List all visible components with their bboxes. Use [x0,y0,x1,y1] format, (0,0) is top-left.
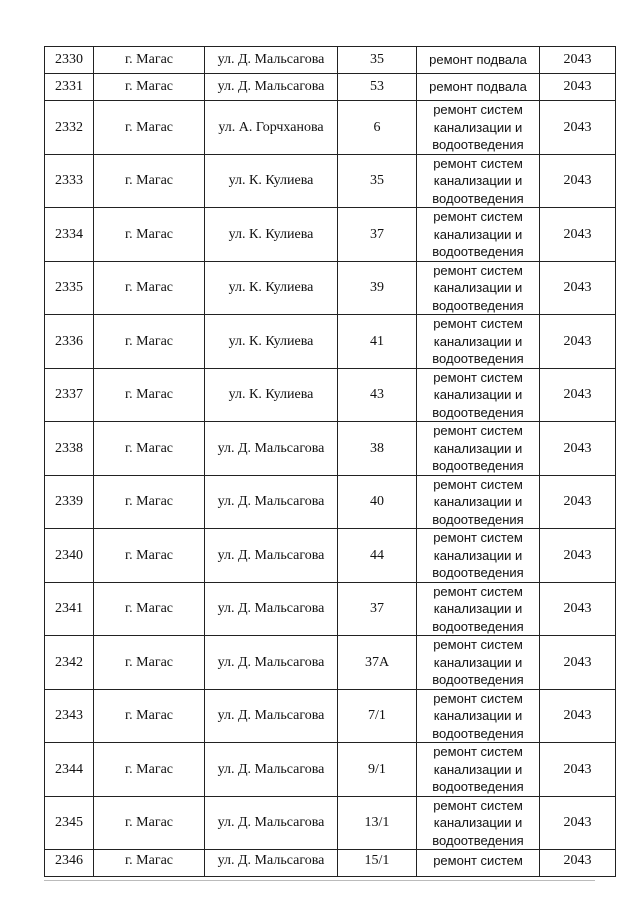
work-type-line: водоотведения [432,725,524,741]
work-type-line: канализации и [433,761,523,777]
street-cell: ул. Д. Мальсагова [205,743,338,797]
city-cell: г. Магас [94,850,205,877]
table-row [45,529,616,583]
year-cell: 2043 [540,636,616,690]
table-row [45,422,616,476]
house-number-cell: 37 [338,208,417,262]
work-type-line: водоотведения [432,458,524,473]
work-type-cell [417,850,540,877]
work-type-line: водоотведения [432,351,524,366]
work-type-line: ремонт систем [433,637,523,652]
year-cell: 2043 [540,475,616,529]
house-number-cell: 41 [338,315,417,369]
work-type-line: канализации и [433,708,523,723]
work-type-line: водоотведения [432,779,524,794]
work-type-line: водоотведения [432,832,524,848]
house-number-cell: 9/1 [338,743,417,797]
year-cell: 2043 [540,422,616,476]
work-type-cell [417,689,540,743]
house-number-cell: 37 [338,582,417,636]
work-type-cell [417,154,540,208]
street-cell: ул. Д. Мальсагова [205,422,338,476]
street-cell: ул. Д. Мальсагова [205,689,338,743]
city-cell: г. Магас [94,529,205,583]
table-row [45,689,616,743]
work-type-line: ремонт систем [433,369,523,385]
work-type-line: ремонт систем [433,262,523,278]
table-row [45,208,616,262]
street-cell: ул. Д. Мальсагова [205,582,338,636]
table-row [45,47,616,74]
city-cell: г. Магас [94,796,205,850]
row-number-cell: 2330 [45,47,94,74]
row-number-cell: 2341 [45,582,94,636]
city-cell: г. Магас [94,743,205,797]
house-number-cell: 43 [338,368,417,422]
table-row [45,582,616,636]
city-cell: г. Магас [94,315,205,369]
street-cell: ул. К. Кулиева [205,261,338,315]
row-number-cell: 2346 [45,850,94,877]
house-number-cell: 37А [338,636,417,690]
table-row [45,261,616,315]
work-type-line: канализации и [433,494,523,509]
work-type-line: ремонт систем [433,583,523,599]
work-type-cell [417,101,540,155]
work-type-cell [417,315,540,369]
city-cell: г. Магас [94,47,205,74]
city-cell: г. Магас [94,368,205,422]
street-cell: ул. Д. Мальсагова [205,475,338,529]
work-type-line: водоотведения [432,404,524,420]
row-number-cell: 2340 [45,529,94,583]
year-cell: 2043 [540,101,616,155]
house-number-cell: 44 [338,529,417,583]
work-type-line: водоотведения [432,190,524,206]
table-row [45,850,616,877]
work-type-cell [417,208,540,262]
house-number-cell: 7/1 [338,689,417,743]
street-cell: ул. К. Кулиева [205,368,338,422]
house-number-cell: 40 [338,475,417,529]
work-type-line: ремонт систем [433,530,523,545]
table-row [45,101,616,155]
house-number-cell: 35 [338,47,417,74]
row-number-cell: 2337 [45,368,94,422]
work-type-line: ремонт систем [433,316,523,331]
work-type-line: канализации и [433,119,523,135]
house-number-cell: 35 [338,154,417,208]
work-type-line: водоотведения [432,565,524,580]
work-type-line: ремонт систем [433,690,523,706]
work-type-cell [417,261,540,315]
street-cell: ул. А. Горчханова [205,101,338,155]
work-type-line: канализации и [433,547,523,563]
work-type-cell [417,743,540,797]
work-type-line: ремонт систем [433,102,523,117]
street-cell: ул. Д. Мальсагова [205,74,338,101]
table-row [45,368,616,422]
house-number-cell: 38 [338,422,417,476]
work-type-line: ремонт систем [433,744,523,759]
work-type-cell [417,422,540,476]
city-cell: г. Магас [94,582,205,636]
table-row [45,743,616,797]
city-cell: г. Магас [94,154,205,208]
work-type-line: канализации и [433,387,523,402]
table-row [45,636,616,690]
table-row [45,74,616,101]
work-type-line: ремонт систем [433,797,523,813]
work-type-line: водоотведения [432,618,524,634]
row-number-cell: 2339 [45,475,94,529]
work-type-line: водоотведения [432,511,524,527]
city-cell: г. Магас [94,422,205,476]
row-number-cell: 2334 [45,208,94,262]
street-cell: ул. Д. Мальсагова [205,47,338,74]
work-type-cell [417,796,540,850]
row-number-cell: 2344 [45,743,94,797]
year-cell: 2043 [540,154,616,208]
city-cell: г. Магас [94,74,205,101]
work-type-line: канализации и [433,280,523,295]
work-type-line: ремонт подвала [429,79,527,95]
year-cell: 2043 [540,208,616,262]
page-bottom-divider [44,880,595,881]
row-number-cell: 2333 [45,154,94,208]
year-cell: 2043 [540,368,616,422]
work-type-cell [417,74,540,101]
work-type-line: канализации и [433,333,523,349]
work-type-line: канализации и [433,173,523,188]
row-number-cell: 2343 [45,689,94,743]
row-number-cell: 2342 [45,636,94,690]
city-cell: г. Магас [94,689,205,743]
repair-schedule-table [44,46,616,877]
year-cell: 2043 [540,74,616,101]
work-type-line: ремонт систем [433,476,523,492]
table-row [45,315,616,369]
work-type-line: канализации и [433,654,523,670]
year-cell: 2043 [540,582,616,636]
work-type-cell [417,47,540,74]
table-container [44,46,595,877]
work-type-cell [417,582,540,636]
house-number-cell: 13/1 [338,796,417,850]
table-row [45,154,616,208]
work-type-line: ремонт систем [433,209,523,224]
work-type-line: ремонт систем [433,155,523,171]
work-type-line: канализации и [433,601,523,616]
work-type-line: ремонт систем [433,853,523,868]
table-body [45,47,616,877]
work-type-line: водоотведения [432,244,524,259]
work-type-line: ремонт систем [433,423,523,438]
street-cell: ул. Д. Мальсагова [205,850,338,877]
city-cell: г. Магас [94,475,205,529]
work-type-line: канализации и [433,226,523,242]
table-row [45,475,616,529]
work-type-line: канализации и [433,440,523,456]
work-type-line: канализации и [433,815,523,830]
house-number-cell: 53 [338,74,417,101]
house-number-cell: 15/1 [338,850,417,877]
street-cell: ул. К. Кулиева [205,154,338,208]
row-number-cell: 2345 [45,796,94,850]
city-cell: г. Магас [94,208,205,262]
work-type-cell [417,636,540,690]
row-number-cell: 2338 [45,422,94,476]
row-number-cell: 2332 [45,101,94,155]
year-cell: 2043 [540,796,616,850]
work-type-line: водоотведения [432,672,524,687]
row-number-cell: 2336 [45,315,94,369]
work-type-line: водоотведения [432,297,524,313]
city-cell: г. Магас [94,101,205,155]
street-cell: ул. Д. Мальсагова [205,796,338,850]
year-cell: 2043 [540,689,616,743]
work-type-line: ремонт подвала [429,52,527,68]
house-number-cell: 39 [338,261,417,315]
house-number-cell: 6 [338,101,417,155]
street-cell: ул. К. Кулиева [205,315,338,369]
street-cell: ул. К. Кулиева [205,208,338,262]
year-cell: 2043 [540,529,616,583]
year-cell: 2043 [540,261,616,315]
work-type-cell [417,475,540,529]
table-row [45,796,616,850]
year-cell: 2043 [540,850,616,877]
city-cell: г. Магас [94,636,205,690]
year-cell: 2043 [540,743,616,797]
work-type-line: водоотведения [432,137,524,152]
row-number-cell: 2335 [45,261,94,315]
year-cell: 2043 [540,315,616,369]
street-cell: ул. Д. Мальсагова [205,529,338,583]
street-cell: ул. Д. Мальсагова [205,636,338,690]
work-type-cell [417,529,540,583]
city-cell: г. Магас [94,261,205,315]
row-number-cell: 2331 [45,74,94,101]
work-type-cell [417,368,540,422]
year-cell: 2043 [540,47,616,74]
